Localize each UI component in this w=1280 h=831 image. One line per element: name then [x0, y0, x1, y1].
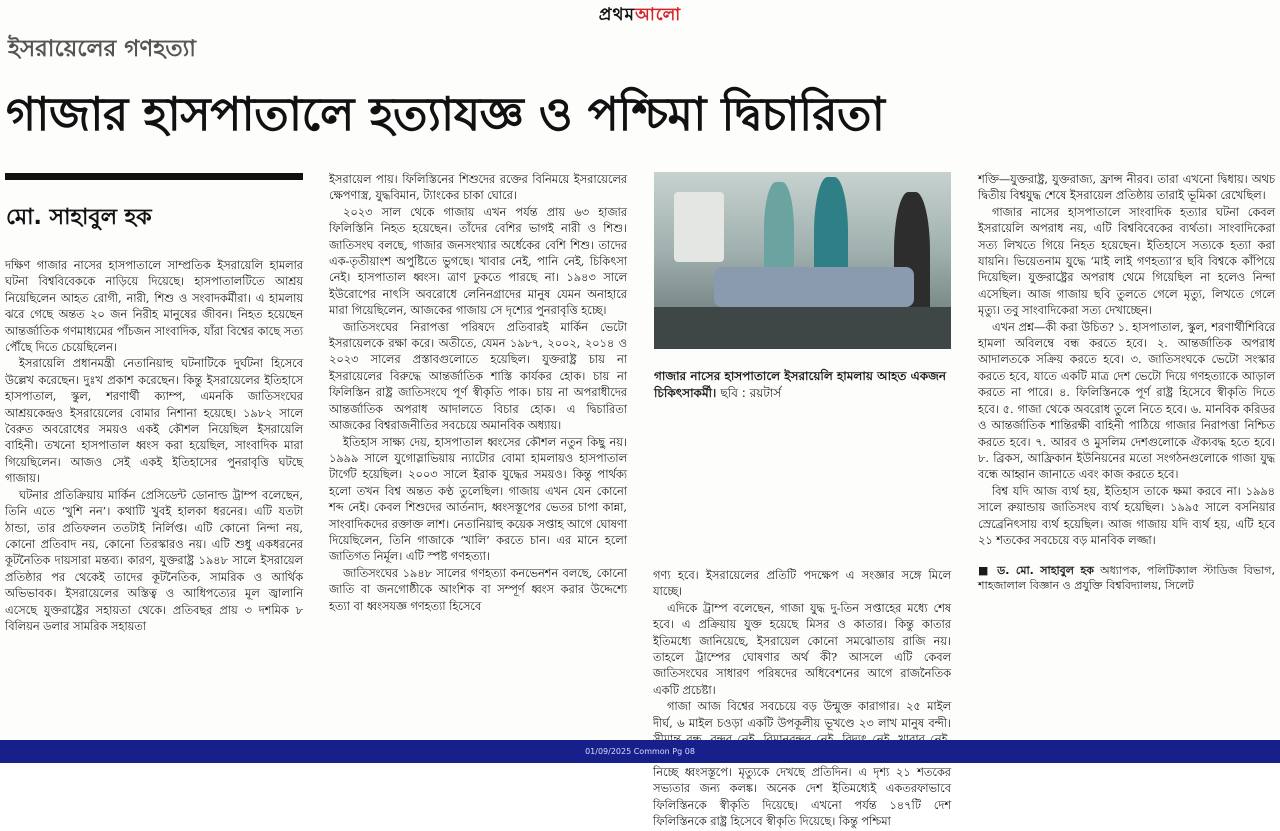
footer-bar: 01/09/2025 Common Pg 08	[0, 740, 1280, 763]
article-column-4	[978, 172, 1275, 728]
paragraph: গাজার নাসের হাসপাতালে সাংবাদিক হত্যার ঘটনা কেবল ইসরায়েলি অপরাধ নয়, এটি বিশ্ববিবেকের ব্যর্থতা। সাংবাদিকেরা সত্য লিখতে গিয়ে নিহত হয়েছেন। ইতিহাসে সত্যকে হত্যা করা যায়নি। ভিয়েতনাম যুদ্ধে ‘মাই লাই গণহত্যা’র ছবি বিশ্বকে কাঁপিয়ে দিয়েছিল। যুক্তরাষ্ট্রের অপরাধ থেমে গিয়েছিল না হলেও নিন্দা এসেছিল। আজ গাজায় ছবি তুলতে গেলে মৃত্যু, লিখতে গেলে মৃত্যু। তবু সাংবাদিকেরা সত্য দেখাচ্ছেন।	[978, 205, 1275, 318]
news-photo	[654, 172, 951, 349]
paragraph: এখন প্রশ্ন—কী করা উচিত? ১. হাসপাতাল, স্কুল, শরণার্থীশিবিরে হামলা অবিলম্বে বন্ধ করতে হবে। ২. আন্তর্জাতিক অপরাধ আদালতকে সক্রিয় করতে হবে। ৩. জাতিসংঘকে ভেটো সংস্কার করতে হবে, যাতে একটি মাত্র দেশ ভেটো দিয়ে গণহত্যাকে আড়াল করতে না পারে। ৪. ফিলিস্তিনকে পূর্ণ রাষ্ট্র হিসেবে স্বীকৃতি দিতে হবে। ৫. গাজা থেকে অবরোধ তুলে নিতে হবে। ৬. মানবিক করিডর ও আন্তর্জাতিক শান্তিরক্ষী বাহিনী পাঠিয়ে গাজার নিরাপত্তা নিশ্চিত করতে হবে। ৭. আরব ও মুসলিম দেশগুলোকে ঐক্যবদ্ধ হতে হবে। ৮. ব্রিকস, আফ্রিকান ইউনিয়নের মতো সংগঠনগুলোকে গাজা যুদ্ধ বন্ধে আহ্বান জানাতে এবং কাজ করতে হবে।	[978, 320, 1275, 482]
paragraph: বিশ্ব যদি আজ ব্যর্থ হয়, ইতিহাস তাকে ক্ষমা করবে না। ১৯৯৪ সালে রুয়ান্ডায় জাতিসংঘ ব্যর্থ হয়েছিল। ১৯৯৫ সালে বসনিয়ার স্রেব্রেনিৎসায় ব্যর্থ হয়েছিল। আজ গাজায় যদি ব্যর্থ হয়, এটি হবে ২১ শতকের সবচেয়ে বড় মানবিক লজ্জা।	[978, 484, 1275, 547]
byline: মো. সাহাবুল হক	[6, 205, 152, 230]
photo-shape	[714, 267, 914, 307]
masthead-logo: প্রথমআলো	[598, 5, 682, 25]
author-note: ■ ড. মো. সাহাবুল হক অধ্যাপক, পলিটিক্যাল স্টাডিজ বিভাগ, শাহজালাল বিজ্ঞান ও প্রযুক্তি বিশ্ববিদ্যালয়, সিলেট	[978, 564, 1275, 593]
photo-shape	[674, 192, 724, 262]
article-column-1	[5, 258, 303, 728]
paragraph: গণ্য হবে। ইসরায়েলের প্রতিটি পদক্ষেপ এ সংজ্ঞার সঙ্গে মিলে যাচ্ছে।	[653, 569, 951, 599]
paragraph: ইতিহাস সাক্ষ্য দেয়, হাসপাতাল ধ্বংসের কৌশল নতুন কিছু নয়। ১৯৯৯ সালে যুগোস্লাভিয়ায় ন্যাটোর বোমা হামলায়ও হাসপাতাল টার্গেট হয়েছিল। ২০০৩ সালে ইরাক যুদ্ধের সময়ও। কিন্তু পার্থক্য হলো তখন বিশ্ব অন্তত কণ্ঠ তুলেছিল। গাজায় এখন যেন কোনো শব্দ নেই। কেবল শিশুদের আর্তনাদ, ধ্বংসস্তূপের ভেতর চাপা কান্না, সাংবাদিকদের রক্তাক্ত লাশ। নেতানিয়াহু কয়েক সপ্তাহ আগে ঘোষণা দিয়েছিলেন, তিনি গাজাকে ‘খালি’ করতে চান। এর মানে হলো জাতিগত নির্মূল। এটি স্পষ্ট গণহত্যা।	[329, 435, 627, 564]
paragraph: জাতিসংঘের ১৯৪৮ সালের গণহত্যা কনভেনশন বলছে, কোনো জাতি বা জনগোষ্ঠীকে আংশিক বা সম্পূর্ণ ধ্বংস করার উদ্দেশ্যে হত্যা বা ধ্বংসযজ্ঞ গণহত্যা হিসেবে	[329, 566, 627, 613]
paragraph: ২০২৩ সাল থেকে গাজায় এখন পর্যন্ত প্রায় ৬৩ হাজার ফিলিস্তিনি নিহত হয়েছেন। তাঁদের বেশির ভাগই নারী ও শিশু। জাতিসংঘ বলছে, গাজার জনসংখ্যার অর্ধেকের বেশি শিশু। তাদের এক-তৃতীয়াংশ অপুষ্টিতে ভুগছে। খাবার নেই, পানি নেই, চিকিৎসা নেই। হাসপাতাল ধ্বংস। ত্রাণ ঢুকতে পারছে না। ১৯৪৩ সালে ইউরোপের নাৎসি অবরোধে লেনিনগ্রাদের মানুষ যেমন অনাহারে মারা গিয়েছিলেন, আজকের গাজায় সে দৃশ্যের পুনরাবৃত্তি হচ্ছে।	[329, 205, 627, 318]
paragraph: ঘটনার প্রতিক্রিয়ায় মার্কিন প্রেসিডেন্ট ডোনাল্ড ট্রাম্প বলেছেন, তিনি এতে ‘খুশি নন’। কথাটি খুবই হালকা ধরনের। এটি যতটা ঠান্ডা, তার প্রতিফলন ততটাই নির্লিপ্ত। এটি কোনো নিন্দা নয়, কোনো প্রতিবাদ নয়, কোনো তিরস্কারও নয়। এটি শুধু একধরনের কূটনৈতিক দায়সারা মন্তব্য। কারণ, যুক্তরাষ্ট্র ১৯৪৮ সালে ইসরায়েল প্রতিষ্ঠার পর থেকেই তাদের কূটনৈতিক, সামরিক ও আর্থিক অভিভাবক। ইসরায়েলের অস্তিত্ব ও আধিপত্যের মূল জ্বালানি এসেছে যুক্তরাষ্ট্রের সহায়তা থেকে। প্রতিবছর প্রায় ৩ দশমিক ৮ বিলিয়ন ডলার সামরিক সহায়তা	[5, 488, 303, 633]
paragraph: গাজা আজ বিশ্বের সবচেয়ে বড় উন্মুক্ত কারাগার। ২৫ মাইল দীর্ঘ, ৬ মাইল চওড়া একটি উপকূলীয় ভূখণ্ডে ২৩ লাখ মানুষ বন্দী। নিচ্ছে ধ্বংসস্তূপে। মৃত্যুকে দেখছে প্রতিদিন। এ দৃশ্য ২১ শতকের সভ্যতার জন্য কলঙ্ক। অনেক দেশ ইতিমধ্যেই একতরফাভাবে ফিলিস্তিনকে স্বীকৃতি দিয়েছে। এখনো পর্যন্ত ১৪৭টি দেশ ফিলিস্তিনকে রাষ্ট্র হিসেবে স্বীকৃতি দিয়েছে। কিন্তু পশ্চিমা	[653, 700, 951, 829]
byline-rule	[5, 173, 303, 180]
paragraph: দক্ষিণ গাজার নাসের হাসপাতালে সাম্প্রতিক ইসরায়েলি হামলার ঘটনা বিশ্ববিবেককে নাড়িয়ে দিয়েছে। হাসপাতালটিতে আশ্রয় নিয়েছিলেন আহত রোগী, নারী, শিশু ও সংবাদকর্মীরা। এ হামলায় ঝরে গেছে অন্তত ২০ জন নিরীহ মানুষের জীবন। নিহত হয়েছেন আন্তর্জাতিক গণমাধ্যমের পাঁচজন সাংবাদিক, যাঁরা বিশ্বের কাছে সত্য পৌঁছে দিতে চেয়েছিলেন।	[5, 259, 303, 355]
headline: গাজার হাসপাতালে হত্যাযজ্ঞ ও পশ্চিমা দ্বিচারিতা	[6, 87, 885, 141]
article-column-2	[329, 172, 627, 728]
paragraph: এদিকে ট্রাম্প বলেছেন, গাজা যুদ্ধ দু-তিন সপ্তাহের মধ্যে শেষ হবে। এ প্রক্রিয়ায় যুক্ত হয়েছে মিসর ও কাতার। কিন্তু কাতার ইতিমধ্যে জানিয়েছে, ইসরায়েল কোনো সমঝোতায় রাজি নয়। তাহলে ট্রাম্পের ঘোষণার অর্থ কী? আসলে এটি কেবল জাতিসংঘের সাধারণ পরিষদের অধিবেশনের আগে রাজনৈতিক একটি প্রচেষ্টা।	[653, 601, 951, 697]
article-column-3	[653, 568, 951, 829]
paragraph: ইসরায়েলি প্রধানমন্ত্রী নেতানিয়াহু ঘটনাটিকে দুর্ঘটনা হিসেবে উল্লেখ করেছেন। দুঃখ প্রকাশ করেছেন। কিন্তু ইসরায়েলের ইতিহাসে হাসপাতাল, স্কুল, শরণার্থী ক্যাম্প, এমনকি জাতিসংঘের আশ্রয়কেন্দ্রও ইসরায়েলের বোমার নিশানা হয়েছে। ১৯৮২ সালে বৈরুত অবরোধের সময়ও একই কৌশল নিয়েছিল ইসরায়েলি বাহিনী। তখনো হাসপাতাল ধ্বংস করা হয়েছিল, সাংবাদিক মারা গিয়েছিলেন। আজও সেই একই ইতিহাসের পুনরাবৃত্তি ঘটছে গাজায়।	[5, 357, 303, 486]
kicker: ইসরায়েলের গণহত্যা	[8, 36, 196, 62]
paragraph: জাতিসংঘের নিরাপত্তা পরিষদে প্রতিবারই মার্কিন ভেটো ইসরায়েলকে রক্ষা করে। অতীতে, যেমন ১৯৮৭, ২০০২, ২০১৪ ও ২০২৩ সালের প্রস্তাবগুলোতে হয়েছিল। যুক্তরাষ্ট্র চায় না ইসরায়েলের বিরুদ্ধে আন্তর্জাতিক শাস্তি কার্যকর হোক। চায় না ফিলিস্তিন রাষ্ট্র জাতিসংঘে পূর্ণ স্বীকৃতি পাক। চায় না অপরাধীদের আন্তর্জাতিক অপরাধ আদালতে বিচার হোক। এ দ্বিচারিতা আজকের বিশ্বরাজনীতির সবচেয়ে অমানবিক অধ্যায়।	[329, 320, 627, 433]
photo-credit: ছবি : রয়টার্স	[720, 386, 782, 400]
photo-caption: গাজার নাসের হাসপাতালে ইসরায়েলি হামলায় আহত একজন চিকিৎসাকর্মী। ছবি : রয়টার্স	[654, 369, 946, 400]
photo-shape	[654, 307, 951, 349]
paragraph: শক্তি—যুক্তরাষ্ট্র, যুক্তরাজ্য, ফ্রান্স নীরব। তারা এখনো দ্বিধায়। অথচ দ্বিতীয় বিশ্বযুদ্ধ শেষে ইসরায়েল প্রতিষ্ঠায় তারাই ভূমিকা রেখেছিল।	[978, 173, 1275, 203]
paragraph: ইসরায়েল পায়। ফিলিস্তিনের শিশুদের রক্তের বিনিময়ে ইসরায়েলের ক্ষেপণাস্ত্র, যুদ্ধবিমান, ট্যাংকের চাকা ঘোরে।	[329, 173, 627, 203]
